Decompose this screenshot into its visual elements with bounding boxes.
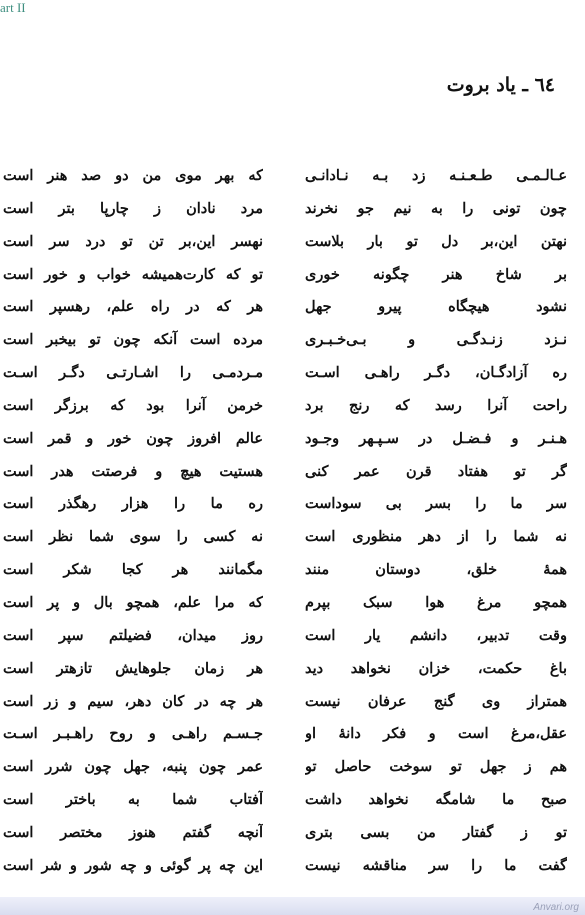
second-hemistich: مگمانند هر کجا شکر است bbox=[3, 561, 263, 579]
first-hemistich: عـالـمـی طـعـنـه زد بـه نـادانـی bbox=[305, 167, 567, 184]
second-hemistich: که مرا علم، همچو بال و پر است bbox=[3, 593, 263, 611]
second-hemistich: آفتاب شما به باختر است bbox=[3, 791, 263, 809]
second-hemistich: جـسـم راهـی و روح راهـبـر اسـت bbox=[3, 725, 263, 743]
first-hemistich: هـنـر و فـضـل در سـپـهر وجـود bbox=[305, 429, 567, 447]
first-hemistich-column bbox=[305, 160, 567, 883]
second-hemistich: روز میدان، فضیلتم سپر است bbox=[3, 626, 263, 644]
first-hemistich: راحت آنرا رسد که رنج برد bbox=[305, 396, 567, 414]
second-hemistich: هستیت هیچ و فرصتت هدر است bbox=[3, 462, 263, 480]
first-hemistich: نه شما را از دهر منظوری است bbox=[305, 528, 567, 546]
second-hemistich: هر چه در کان دهر، سیم و زر است bbox=[3, 692, 263, 710]
first-hemistich: چون تونی را به نیم جو نخرند bbox=[305, 199, 567, 217]
first-hemistich: گر تو هفتاد قرن عمر کنی bbox=[305, 462, 567, 480]
first-hemistich: نهتن این،بر دل تو بار بلاست bbox=[305, 232, 567, 250]
watermark: Anvari.org bbox=[533, 902, 579, 913]
first-hemistich: وقت تدبیر، دانشم یار است bbox=[305, 626, 567, 644]
first-hemistich: صبح ما شامگه نخواهد داشت bbox=[305, 791, 567, 809]
second-hemistich: آنچه گفتم هنوز مختصر است bbox=[3, 823, 263, 841]
second-hemistich: ره ما را هزار رهگذر است bbox=[3, 495, 263, 513]
poem-title: ٦٤ ـ یاد بروت bbox=[446, 74, 555, 96]
second-hemistich: نهسر این،بر تن تو درد سر است bbox=[3, 232, 263, 250]
first-hemistich: بر شاخ هنر چگونه خوری bbox=[305, 265, 567, 283]
second-hemistich-column bbox=[3, 160, 263, 883]
first-hemistich: نشود هیچگاه پیرو جهل bbox=[305, 298, 567, 316]
first-hemistich: هم ز جهل تو سوخت حاصل تو bbox=[305, 758, 567, 776]
first-hemistich: باغ حکمت، خزان نخواهد دید bbox=[305, 659, 567, 677]
first-hemistich: همتراز وی گنج عرفان نیست bbox=[305, 692, 567, 710]
first-hemistich: نـزد زنـدگـی و بـی‌خـبـری bbox=[305, 331, 567, 349]
first-hemistich: سر ما را بسر بی سوداست bbox=[305, 495, 567, 513]
second-hemistich: تو که کارت‌همیشه خواب و خور است bbox=[3, 265, 263, 283]
first-hemistich: عقل،مرغ است و فکر دانهٔ او bbox=[305, 725, 567, 743]
second-hemistich: که بهر موی من دو صد هنر است bbox=[3, 167, 263, 184]
second-hemistich: خرمن آنرا بود که برزگر است bbox=[3, 396, 263, 414]
page-corner-label: art II bbox=[0, 0, 26, 15]
second-hemistich: مرده است آنکه چون تو بیخبر است bbox=[3, 331, 263, 349]
first-hemistich: تو ز گفتار من بسی بتری bbox=[305, 823, 567, 841]
second-hemistich: این چه پر گوئی و چه شور و شر است bbox=[3, 856, 263, 874]
second-hemistich: نه کسی را سوی شما نظر است bbox=[3, 528, 263, 546]
second-hemistich: مـردمـی را اشـارتـی دگـر اسـت bbox=[3, 364, 263, 382]
second-hemistich: عمر چون پنبه، جهل چون شرر است bbox=[3, 758, 263, 776]
second-hemistich: هر زمان جلوهایش تازهتر است bbox=[3, 659, 263, 677]
first-hemistich: ره آزادگـان، دگـر راهـی اسـت bbox=[305, 364, 567, 382]
first-hemistich: همچو مرغ هوا سبک بپرم bbox=[305, 593, 567, 611]
second-hemistich: عالم افروز چون خور و قمر است bbox=[3, 429, 263, 447]
footer-strip bbox=[0, 897, 585, 915]
first-hemistich: همهٔ خلق، دوستان منند bbox=[305, 561, 567, 579]
second-hemistich: هر که در راه علم، رهسپر است bbox=[3, 298, 263, 316]
first-hemistich: گفت ما را سر مناقشه نیست bbox=[305, 856, 567, 874]
second-hemistich: مرد نادان ز چارپا بتر است bbox=[3, 199, 263, 217]
